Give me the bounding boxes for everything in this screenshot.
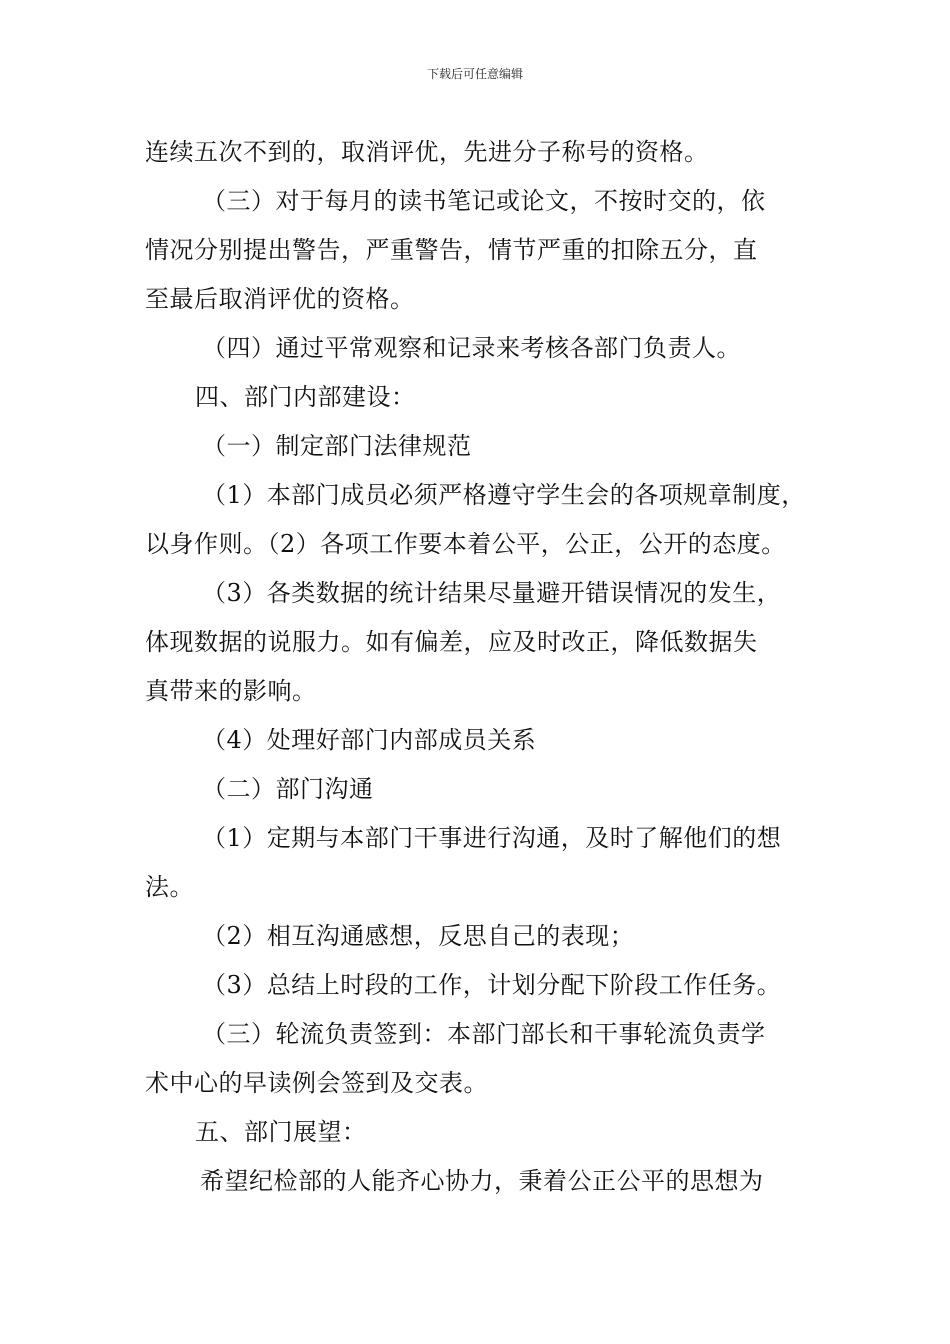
section-heading: 四、部门内部建设： [195, 383, 416, 411]
text-line: （三）轮流负责签到：本部门部长和干事轮流负责学 [202, 1020, 766, 1048]
text-line: 至最后取消评优的资格。 [145, 285, 415, 313]
subsection-heading: （一）制定部门法律规范 [202, 432, 472, 460]
text-line: （1）本部门成员必须严格遵守学生会的各项规章制度， [202, 481, 806, 509]
text-line: 法。 [145, 873, 194, 901]
section-heading: 五、部门展望： [195, 1118, 367, 1146]
text-line: 情况分别提出警告，严重警告，情节严重的扣除五分，直 [145, 236, 758, 264]
text-line: 希望纪检部的人能齐心协力，秉着公正公平的思想为 [200, 1167, 764, 1195]
text-line: （三）对于每月的读书笔记或论文，不按时交的，依 [202, 187, 766, 215]
text-line: 体现数据的说服力。如有偏差，应及时改正，降低数据失 [145, 628, 758, 656]
text-line: （3）总结上时段的工作，计划分配下阶段工作任务。 [202, 971, 782, 999]
text-line: （4）处理好部门内部成员关系 [202, 726, 537, 754]
text-line: （3）各类数据的统计结果尽量避开错误情况的发生， [202, 579, 782, 607]
text-line: 连续五次不到的，取消评优，先进分子称号的资格。 [145, 138, 709, 166]
text-line: （2）相互沟通感想，反思自己的表现； [202, 922, 635, 950]
document-body [145, 128, 815, 1206]
subsection-heading: （二）部门沟通 [202, 775, 374, 803]
text-line: （四）通过平常观察和记录来考核各部门负责人。 [202, 334, 741, 362]
text-line: （1）定期与本部门干事进行沟通，及时了解他们的想 [202, 824, 782, 852]
text-line: 术中心的早读例会签到及交表。 [145, 1069, 488, 1097]
text-line: 真带来的影响。 [145, 677, 317, 705]
text-line: 以身作则。（2）各项工作要本着公平，公正，公开的态度。 [145, 530, 786, 558]
page-header: 下载后可任意编辑 [426, 67, 523, 81]
